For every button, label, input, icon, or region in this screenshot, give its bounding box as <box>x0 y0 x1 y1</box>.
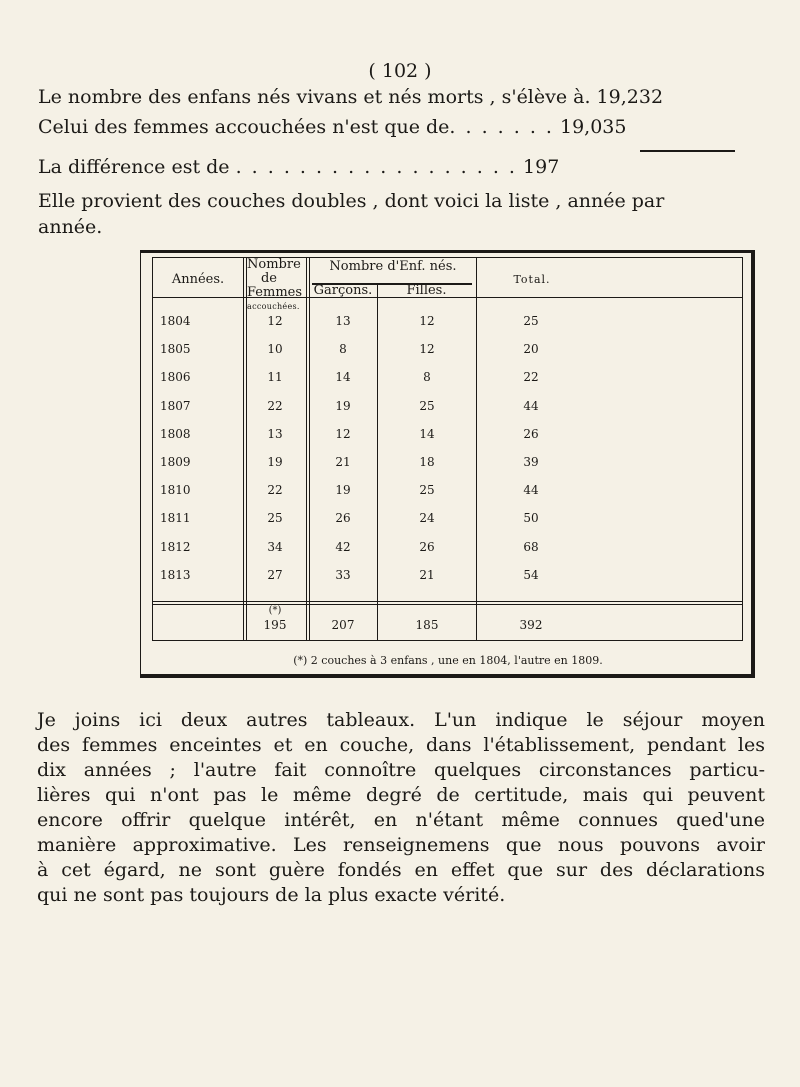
cell-annee: 1807 <box>160 398 191 413</box>
cell-filles: 25 <box>419 483 435 498</box>
header-garcons: Garçons. <box>313 283 373 298</box>
cell-filles: 25 <box>419 398 435 413</box>
header-femmes-line: de <box>260 271 277 286</box>
paragraph-line: manière approximative. Les renseignemens que nous pouvons avoir <box>37 834 765 856</box>
cell-total: 22 <box>523 370 539 385</box>
cell-femmes: 22 <box>267 398 283 413</box>
cell-filles: 14 <box>419 426 435 441</box>
cell-annee: 1810 <box>160 483 191 498</box>
header-femmes <box>247 258 305 314</box>
header-filles: Filles. <box>406 283 447 298</box>
col-divider <box>377 283 378 641</box>
cell-femmes: 13 <box>267 426 283 441</box>
paragraph-line: dix années ; l'autre fait connoître quelques circonstances particu- <box>37 759 765 781</box>
total-rule <box>152 601 743 602</box>
header-annees: Années. <box>171 272 225 287</box>
total-total: 392 <box>519 618 543 632</box>
cell-annee: 1808 <box>160 426 191 441</box>
cell-annee: 1809 <box>160 455 191 469</box>
total-rule <box>152 604 743 605</box>
cell-femmes: 22 <box>267 483 283 498</box>
difference-text: La différence est de <box>38 156 230 178</box>
cell-garcons: 13 <box>335 314 351 328</box>
women-value: 19,035 <box>559 116 627 138</box>
cell-femmes: 10 <box>267 342 283 357</box>
cell-filles: 12 <box>419 342 435 357</box>
leader-dots: . . . . . . . . . . . . . . . . . . <box>235 156 517 178</box>
col-divider <box>309 257 310 641</box>
cell-total: 25 <box>523 314 539 328</box>
paragraph-line: qui ne sont pas toujours de la plus exacte vérité. <box>37 884 506 906</box>
cell-annee: 1812 <box>160 539 191 554</box>
total-femmes: 195 <box>263 618 287 632</box>
cell-filles: 26 <box>419 539 435 554</box>
cell-annee: 1805 <box>160 342 191 357</box>
cell-total: 39 <box>523 455 539 469</box>
cell-garcons: 42 <box>335 539 351 554</box>
difference-value: 197 <box>523 156 560 178</box>
col-divider <box>306 257 307 641</box>
intro-line-difference <box>38 156 559 178</box>
cell-annee: 1806 <box>160 370 191 385</box>
cell-total: 68 <box>523 539 539 554</box>
header-femmes-line: accouchées. <box>247 302 300 311</box>
cell-garcons: 21 <box>335 455 351 469</box>
cell-filles: 8 <box>423 370 431 385</box>
cell-total: 26 <box>523 426 539 441</box>
cell-total: 50 <box>523 511 539 526</box>
total-filles: 185 <box>415 618 439 632</box>
intro-line-annee: année. <box>38 216 103 238</box>
intro-line-women <box>38 116 626 138</box>
cell-filles: 21 <box>419 567 435 582</box>
cell-garcons: 26 <box>335 511 351 526</box>
cell-filles: 12 <box>419 314 435 328</box>
paragraph-line: des femmes enceintes et en couche, dans l'établissement, pendant les <box>37 734 765 756</box>
cell-femmes: 25 <box>267 511 283 526</box>
cell-garcons: 14 <box>335 370 351 385</box>
cell-femmes: 12 <box>267 314 283 328</box>
paragraph-line: lières qui n'ont pas le même degré de certitude, mais qui peuvent <box>37 784 765 806</box>
cell-filles: 24 <box>419 511 435 526</box>
cell-annee: 1804 <box>160 314 191 328</box>
cell-total: 44 <box>523 483 539 498</box>
intro-line-source: Elle provient des couches doubles , dont voici la liste , année par <box>38 190 665 212</box>
cell-femmes: 34 <box>267 539 283 554</box>
paragraph-line: Je joins ici deux autres tableaux. L'un indique le séjour moyen <box>37 709 765 731</box>
col-divider <box>476 257 477 641</box>
body-paragraph <box>37 708 765 908</box>
page-number: ( 102 ) <box>368 60 432 82</box>
header-femmes-line: Femmes <box>247 285 303 300</box>
header-femmes-line: Nombre <box>247 257 301 272</box>
cell-filles: 18 <box>419 455 435 469</box>
cell-total: 44 <box>523 398 539 413</box>
cell-garcons: 12 <box>335 426 351 441</box>
header-nombre-enfants: Nombre d'Enf. nés. <box>329 259 457 274</box>
cell-garcons: 19 <box>335 398 351 413</box>
total-garcons: 207 <box>331 618 355 632</box>
col-divider <box>243 257 244 641</box>
women-text: Celui des femmes accouchées n'est que de <box>38 116 450 138</box>
paragraph-line: à cet égard, ne sont guère fondés en effet que sur des déclarations <box>37 859 765 881</box>
cell-total: 54 <box>523 567 539 582</box>
cell-total: 20 <box>523 342 539 357</box>
sum-rule <box>640 150 735 152</box>
cell-garcons: 19 <box>335 483 351 498</box>
paragraph-line: encore offrir quelque intérêt, en n'étant même connues qued'une <box>37 809 765 831</box>
cell-femmes: 11 <box>267 370 283 385</box>
intro-line-births: Le nombre des enfans nés vivans et nés morts , s'élève à. 19,232 <box>38 86 664 108</box>
cell-femmes: 19 <box>267 455 283 469</box>
cell-femmes: 27 <box>267 567 283 582</box>
table-footnote: (*) 2 couches à 3 enfans , une en 1804, l'autre en 1809. <box>293 654 603 667</box>
cell-annee: 1813 <box>160 567 191 582</box>
cell-garcons: 33 <box>335 567 351 582</box>
cell-annee: 1811 <box>160 511 191 526</box>
cell-garcons: 8 <box>339 342 347 357</box>
total-mark: (*) <box>268 605 282 616</box>
leader-dots: . . . . . . . <box>449 116 554 138</box>
header-total: Total. <box>513 273 551 286</box>
